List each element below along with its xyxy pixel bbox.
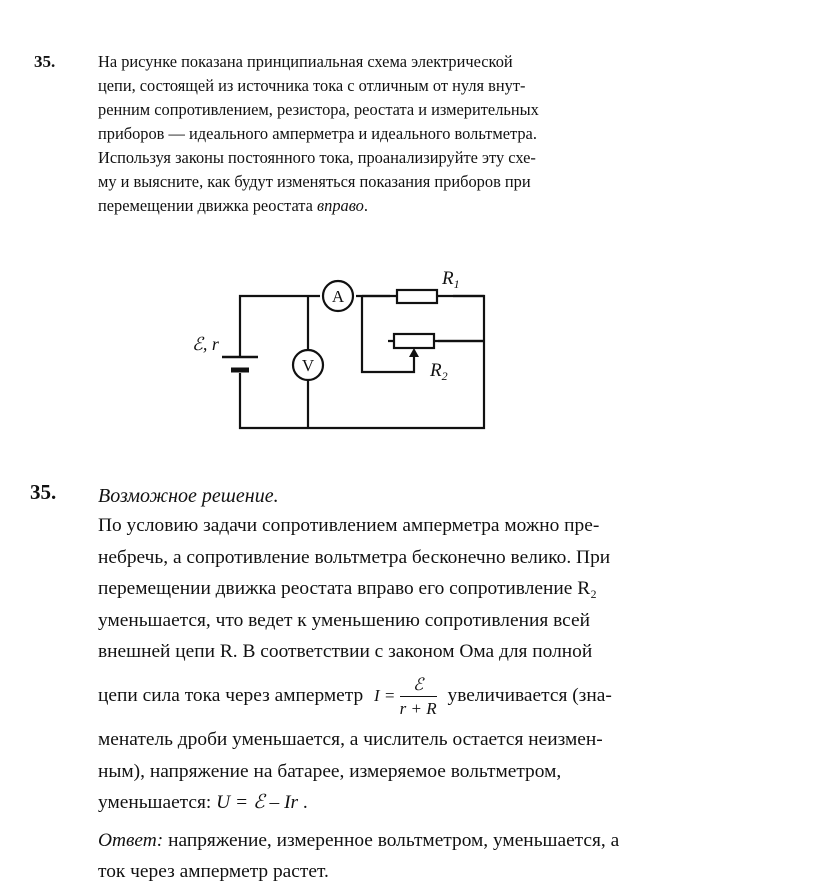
ammeter-label: A: [331, 287, 345, 306]
circuit-diagram: [180, 262, 510, 437]
source-label: ℰ, r: [192, 334, 219, 354]
solution-number: 35.: [30, 480, 57, 504]
answer-line: ток через амперметр растет.: [98, 861, 329, 883]
solution-body: [98, 510, 712, 819]
solution-line: менатель дроби уменьшается, а числитель остается неизмен-: [98, 729, 603, 751]
question-line: [98, 194, 598, 218]
r2-label: [429, 360, 448, 383]
resistor-r1: [397, 290, 437, 303]
question-line: цепи, состоящей из источника тока с отличным от нуля внут-: [98, 76, 526, 95]
answer-line: [98, 825, 712, 857]
question-line: му и выясните, как будут изменяться показания приборов при: [98, 172, 531, 191]
question-line: приборов — идеального амперметра и идеального вольтметра.: [98, 124, 537, 143]
question-line: Используя законы постоянного тока, проанализируйте эту схе-: [98, 148, 536, 167]
formula-fraction: [400, 674, 437, 721]
rheostat-r2: [394, 334, 434, 348]
solution-line-text: увеличивается (зна-: [447, 684, 612, 706]
solution-line: перемещении движка реостата вправо его сопротивление R₂: [98, 578, 597, 599]
r1-label: [441, 268, 460, 291]
question-direction: вправо: [317, 196, 364, 215]
solution-line-text: цепи сила тока через амперметр: [98, 684, 364, 706]
question-text: [98, 50, 598, 218]
solution-line: внешней цепи R. В соответствии с законом Ома для полной: [98, 641, 593, 662]
answer-label: Ответ:: [98, 829, 164, 851]
solution-line: ным), напряжение на батарее, измеряемое вольтметром,: [98, 760, 562, 782]
ohm-law-formula: [374, 668, 437, 724]
solution-line: [98, 668, 712, 725]
solution-block: [98, 482, 712, 888]
r1-letter: R: [442, 268, 454, 289]
solution-line-text: .: [298, 792, 308, 814]
voltage-formula: U = ℰ – Ir: [216, 792, 299, 814]
question-period: .: [363, 196, 368, 215]
question-line: ренним сопротивлением, резистора, реостата и измерительных: [98, 100, 539, 119]
solution-line: небречь, а сопротивление вольтметра бесконечно велико. При: [98, 546, 611, 568]
rheostat-slider-arrow: [409, 348, 419, 357]
voltmeter-label: V: [301, 356, 315, 375]
r2-letter: R: [430, 360, 442, 381]
solution-title: Возможное решение.: [98, 485, 279, 507]
question-line: На рисунке показана принципиальная схема электрической: [98, 52, 513, 71]
question-number: 35.: [34, 52, 56, 71]
solution-line: По условию задачи сопротивлением амперметра можно пре-: [98, 515, 600, 536]
solution-line-text: уменьшается:: [98, 792, 217, 814]
question-line-text: перемещении движка реостата: [98, 196, 318, 215]
formula-denominator: r + R: [399, 698, 437, 718]
r1-subscript: 1: [453, 277, 460, 291]
solution-line: уменьшается, что ведет к уменьшению сопротивления всей: [98, 609, 590, 631]
solution-line: [98, 787, 712, 819]
formula-numerator: ℰ: [400, 674, 437, 697]
answer-text: напряжение, измеренное вольтметром, уменьшается, а: [163, 829, 620, 851]
r2-subscript: 2: [441, 369, 448, 383]
formula-lhs: I =: [374, 686, 396, 706]
